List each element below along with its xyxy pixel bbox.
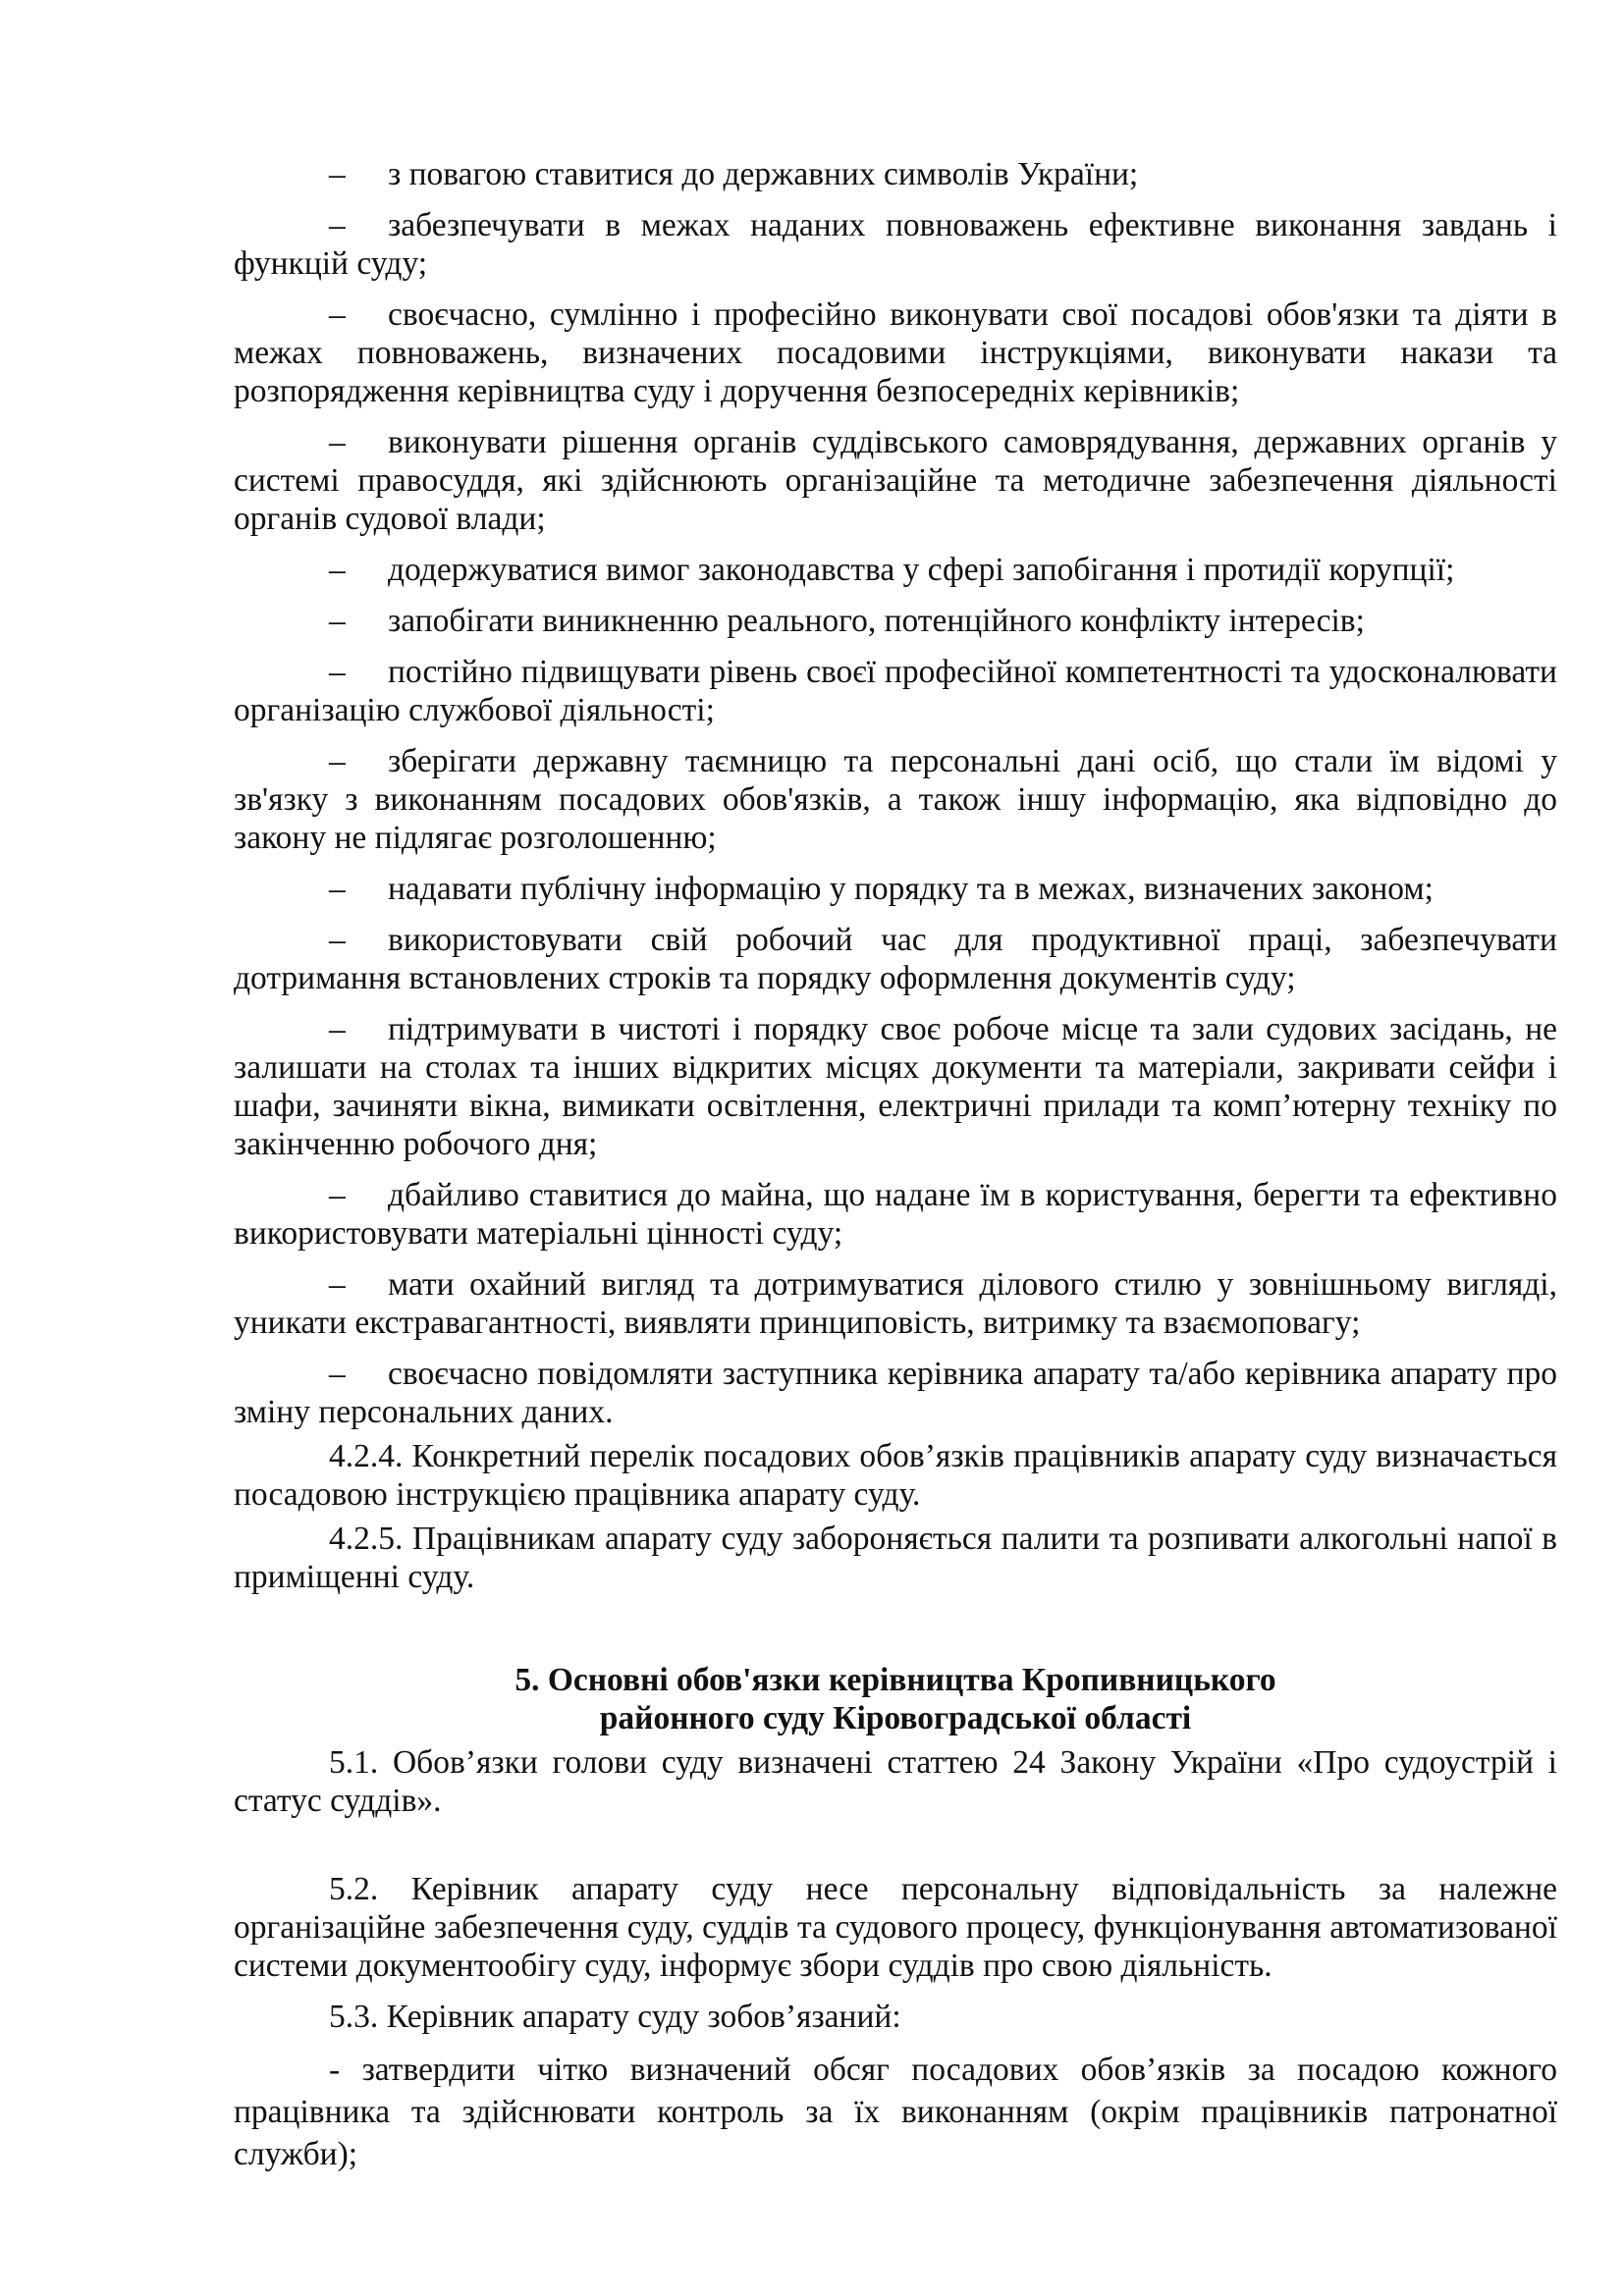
dash-marker: – — [329, 207, 346, 243]
paragraph-5-2: 5.2. Керівник апарату суду несе персональну відповідальність за належне організаційне забезпечення суду, суддів та судового процесу, функціонування автоматизованої системи документообігу суду, інформує збори суддів про свою діяльність. — [234, 1871, 1557, 1984]
bullet-item: – дбайливо ставитися до майна, що надане їм в користування, берегти та ефективно використовувати матеріальні цінності суду; — [234, 1177, 1557, 1252]
dash-marker: – — [329, 654, 346, 690]
dash-marker: – — [329, 1177, 346, 1213]
bullet-item: – зберігати державну таємницю та персональні дані осіб, що стали їм відомі у зв'язку з виконанням посадових обов'язків, а також іншу інформацію, яка відповідно до закону не підлягає розголошенню; — [234, 743, 1557, 856]
paragraph-5-3-item: - затвердити чітко визначений обсяг посадових обов’язків за посадою кожного працівника та здійснювати контроль за їх виконанням (окрім працівників патронатної служби); — [234, 2052, 1557, 2172]
section-heading — [234, 1661, 1557, 1737]
paragraph-4-2-4: 4.2.4. Конкретний перелік посадових обов’язків працівників апарату суду визначається посадовою інструкцією працівника апарату суду. — [234, 1438, 1557, 1513]
paragraph-5-3: 5.3. Керівник апарату суду зобов’язаний: — [329, 1999, 901, 2035]
bullet-item: – постійно підвищувати рівень своєї професійної компетентності та удосконалювати організацію службової діяльності; — [234, 654, 1557, 728]
dash-marker: – — [329, 1011, 346, 1047]
dash-marker: – — [329, 871, 346, 907]
bullet-item: – забезпечувати в межах наданих повноважень ефективне виконання завдань і функцій суду; — [234, 207, 1557, 282]
document-page — [234, 155, 1557, 2188]
bullet-item: – запобігати виникненню реального, потенційного конфлікту інтересів; — [329, 603, 1365, 639]
paragraph-4-2-5: 4.2.5. Працівникам апарату суду забороняється палити та розпивати алкогольні напої в приміщенні суду. — [234, 1521, 1557, 1595]
bullet-item: – своєчасно повідомляти заступника керівника апарату та/або керівника апарату про зміну персональних даних. — [234, 1356, 1557, 1430]
dash-marker: – — [329, 1266, 346, 1303]
dash-marker: – — [329, 603, 346, 639]
section-heading-line-1: 5. Основні обов'язки керівництва Кропивницького — [514, 1662, 1276, 1698]
dash-marker: – — [329, 743, 346, 779]
dash-marker: – — [329, 156, 346, 192]
duties-bullet-list — [234, 155, 1557, 1431]
bullet-item: – своєчасно, сумлінно і професійно виконувати свої посадові обов'язки та діяти в межах повноважень, визначених посадовими інструкціями, виконувати накази та розпорядження керівництва суду і доручення безпосередніх керівників; — [234, 296, 1557, 409]
bullet-item: – підтримувати в чистоті і порядку своє робоче місце та зали судових засідань, не залишати на столах та інших відкритих місцях документи та матеріали, закривати сейфи і шафи, зачиняти вікна, вимикати освітлення, електричні прилади та комп’ютерну техніку по закінченню робочого дня; — [234, 1011, 1557, 1162]
dash-marker: – — [329, 1356, 346, 1392]
bullet-item: – використовувати свій робочий час для продуктивної праці, забезпечувати дотримання встановлених строків та порядку оформлення документів суду; — [234, 922, 1557, 996]
dash-marker: – — [329, 296, 346, 333]
bullet-item: – виконувати рішення органів суддівського самоврядування, державних органів у системі правосуддя, які здійснюють організаційне та методичне забезпечення діяльності органів судової влади; — [234, 424, 1557, 537]
paragraph-5-1: 5.1. Обов’язки голови суду визначені статтею 24 Закону України «Про судоустрій і статус суддів». — [234, 1744, 1557, 1819]
dash-marker: – — [329, 424, 346, 460]
dash-marker: – — [329, 922, 346, 958]
bullet-item: – з повагою ставитися до державних символів України; — [329, 156, 1139, 192]
bullet-item: – надавати публічну інформацію у порядку та в межах, визначених законом; — [329, 871, 1434, 907]
bullet-item: – додержуватися вимог законодавства у сфері запобігання і протидії корупції; — [329, 552, 1455, 588]
bullet-item: – мати охайний вигляд та дотримуватися ділового стилю у зовнішньому вигляді, уникати екстравагантності, виявляти принциповість, витримку та взаємоповагу; — [234, 1266, 1557, 1341]
section-heading-line-2: районного суду Кіровоградської області — [599, 1700, 1192, 1736]
dash-marker: – — [329, 552, 346, 588]
